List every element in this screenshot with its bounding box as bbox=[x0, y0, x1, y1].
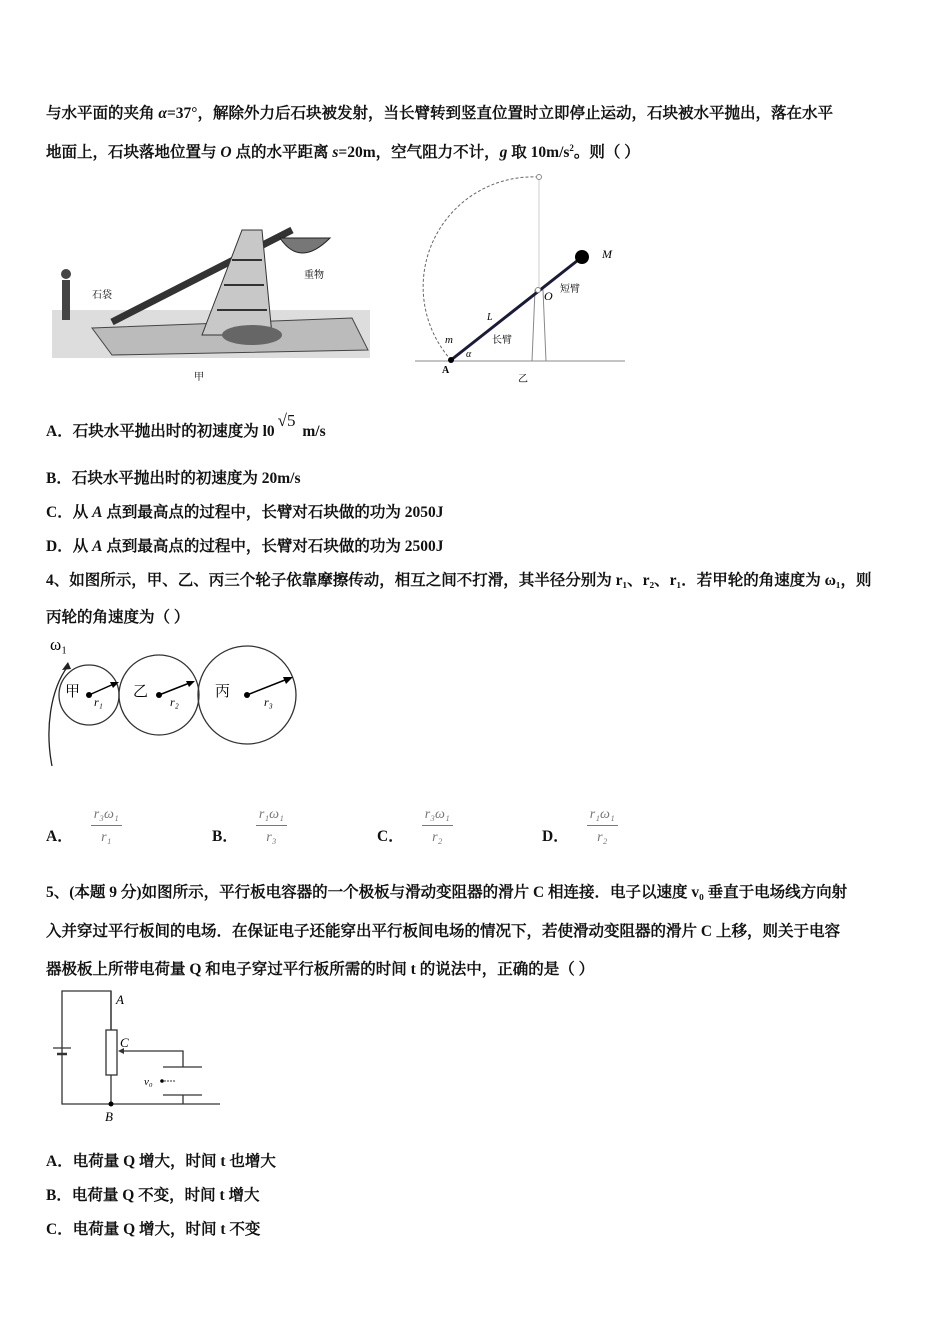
numerator: r₁ω₁ bbox=[587, 807, 618, 826]
symbol-g: g bbox=[499, 144, 508, 161]
text: =20m，空气阻力不计， bbox=[338, 144, 500, 161]
label-r3: r₃ bbox=[264, 695, 273, 709]
q5-option-c bbox=[46, 1217, 260, 1239]
denominator: r₂ bbox=[597, 829, 608, 845]
text: 。则（ ） bbox=[573, 144, 640, 161]
label-m-lower: m bbox=[445, 334, 453, 346]
denominator: r₁ bbox=[101, 829, 112, 845]
sqrt-five: √5 bbox=[277, 411, 296, 430]
label-a: A bbox=[116, 992, 124, 1007]
q3-option-a bbox=[46, 411, 326, 441]
wheel-label-yi: 乙 bbox=[133, 684, 149, 700]
option-letter: B． bbox=[212, 828, 238, 845]
q5-text-line-2: 入并穿过平行板间的电场．在保证电子还能穿出平行板间电场的情况下，若使滑动变阻器的滑片 C 上移，则关于电容 bbox=[46, 923, 840, 940]
label-stone-bag: 石袋 bbox=[92, 290, 112, 301]
label-omega: ω₁ bbox=[50, 635, 68, 654]
q4-text-line-2: 丙轮的角速度为（ ） bbox=[46, 609, 190, 626]
circuit-diagram bbox=[40, 980, 220, 1122]
numerator: r₃ω₁ bbox=[422, 807, 453, 826]
option-text: 电荷量 Q 增大，时间 t 也增大 bbox=[72, 1153, 276, 1170]
label-weight: 重物 bbox=[304, 270, 324, 281]
option-letter: C． bbox=[46, 504, 73, 521]
figure-caption-jia: 甲 bbox=[194, 372, 204, 383]
option-text: 从 bbox=[72, 538, 93, 555]
option-text: 石块水平抛出时的初速度为 l0 bbox=[72, 423, 275, 440]
q5-text-line-1: 5、(本题 9 分)如图所示，平行板电容器的一个极板与滑动变阻器的滑片 C 相连接．电子以速度 v₀ 垂直于电场线方向射 bbox=[46, 884, 848, 901]
wheel-label-bing: 丙 bbox=[215, 684, 231, 700]
label-long-arm: 长臂 bbox=[492, 335, 512, 346]
option-letter: C． bbox=[46, 1221, 73, 1238]
alpha-symbol: α bbox=[158, 105, 167, 122]
catapult-diagram bbox=[410, 170, 630, 390]
numerator: r₁ω₁ bbox=[256, 807, 287, 826]
figure-caption-yi: 乙 bbox=[518, 374, 528, 385]
option-text: 石块水平抛出时的初速度为 20m/s bbox=[71, 470, 301, 487]
label-l: L bbox=[487, 312, 493, 323]
fraction bbox=[91, 807, 122, 846]
fraction bbox=[422, 807, 453, 846]
q3-text-line-2 bbox=[46, 140, 640, 162]
q3-option-d bbox=[46, 534, 443, 556]
q4-option-a bbox=[46, 806, 122, 846]
option-letter: C． bbox=[377, 828, 404, 845]
q3-option-b bbox=[46, 466, 300, 488]
q4-option-c bbox=[377, 806, 453, 846]
label-o: O bbox=[544, 289, 553, 303]
option-letter: A． bbox=[46, 1153, 73, 1170]
q4-option-b bbox=[212, 806, 287, 846]
text: 地面上，石块落地位置与 bbox=[46, 144, 221, 161]
catapult-illustration bbox=[52, 210, 372, 385]
q5-option-a bbox=[46, 1149, 276, 1171]
q4-text-line-1: 4、如图所示，甲、乙、丙三个轮子依靠摩擦传动，相互之间不打滑，其半径分别为 r₁、r₂、r₁．若甲轮的角速度为 ω₁，则 bbox=[46, 572, 872, 589]
point-a: A bbox=[92, 504, 103, 521]
q5-text-line-3: 器极板上所带电荷量 Q 和电子穿过平行板所需的时间 t 的说法中，正确的是（ ） bbox=[46, 961, 595, 978]
label-r2: r₂ bbox=[170, 695, 179, 709]
fraction bbox=[587, 807, 618, 846]
wheel-label-jia: 甲 bbox=[65, 684, 81, 700]
text: 取 10m/s bbox=[507, 144, 570, 161]
label-short-arm: 短臂 bbox=[560, 284, 580, 295]
q3-text-line-1 bbox=[46, 101, 833, 123]
option-letter: B． bbox=[46, 1187, 72, 1204]
numerator: r₃ω₁ bbox=[91, 807, 122, 826]
option-letter: B． bbox=[46, 470, 72, 487]
label-r1: r₁ bbox=[94, 695, 103, 709]
wheels-diagram bbox=[40, 630, 310, 775]
label-v0: v₀ bbox=[144, 1076, 153, 1088]
option-text: 点到最高点的过程中，长臂对石块做的功为 2500J bbox=[102, 538, 444, 555]
point-a: A bbox=[92, 538, 103, 555]
q3-option-c bbox=[46, 500, 443, 522]
option-text: 电荷量 Q 增大，时间 t 不变 bbox=[72, 1221, 261, 1238]
option-text: 从 bbox=[72, 504, 93, 521]
point-o: O bbox=[220, 144, 232, 161]
superscript: 2 bbox=[569, 142, 574, 153]
option-letter: A． bbox=[46, 828, 73, 845]
label-c: C bbox=[120, 1035, 129, 1050]
label-b: B bbox=[105, 1109, 113, 1122]
q4-option-d bbox=[542, 806, 618, 846]
option-letter: D． bbox=[542, 828, 569, 845]
option-letter: D． bbox=[46, 538, 73, 555]
label-m-upper: M bbox=[602, 247, 612, 261]
q5-option-b bbox=[46, 1183, 260, 1205]
option-unit: m/s bbox=[298, 423, 326, 440]
label-alpha: α bbox=[466, 349, 472, 360]
denominator: r₃ bbox=[266, 829, 277, 845]
option-text: 电荷量 Q 不变，时间 t 增大 bbox=[71, 1187, 260, 1204]
option-text: 点到最高点的过程中，长臂对石块做的功为 2050J bbox=[102, 504, 444, 521]
fraction bbox=[256, 807, 287, 846]
option-letter: A． bbox=[46, 423, 73, 440]
text: 与水平面的夹角 bbox=[46, 105, 159, 122]
text: =37°，解除外力后石块被发射，当长臂转到竖直位置时立即停止运动，石块被水平抛出，落在水平 bbox=[166, 105, 834, 122]
label-a: A bbox=[442, 365, 450, 376]
symbol-s: s bbox=[332, 144, 339, 161]
denominator: r₂ bbox=[432, 829, 443, 845]
text: 点的水平距离 bbox=[231, 144, 333, 161]
